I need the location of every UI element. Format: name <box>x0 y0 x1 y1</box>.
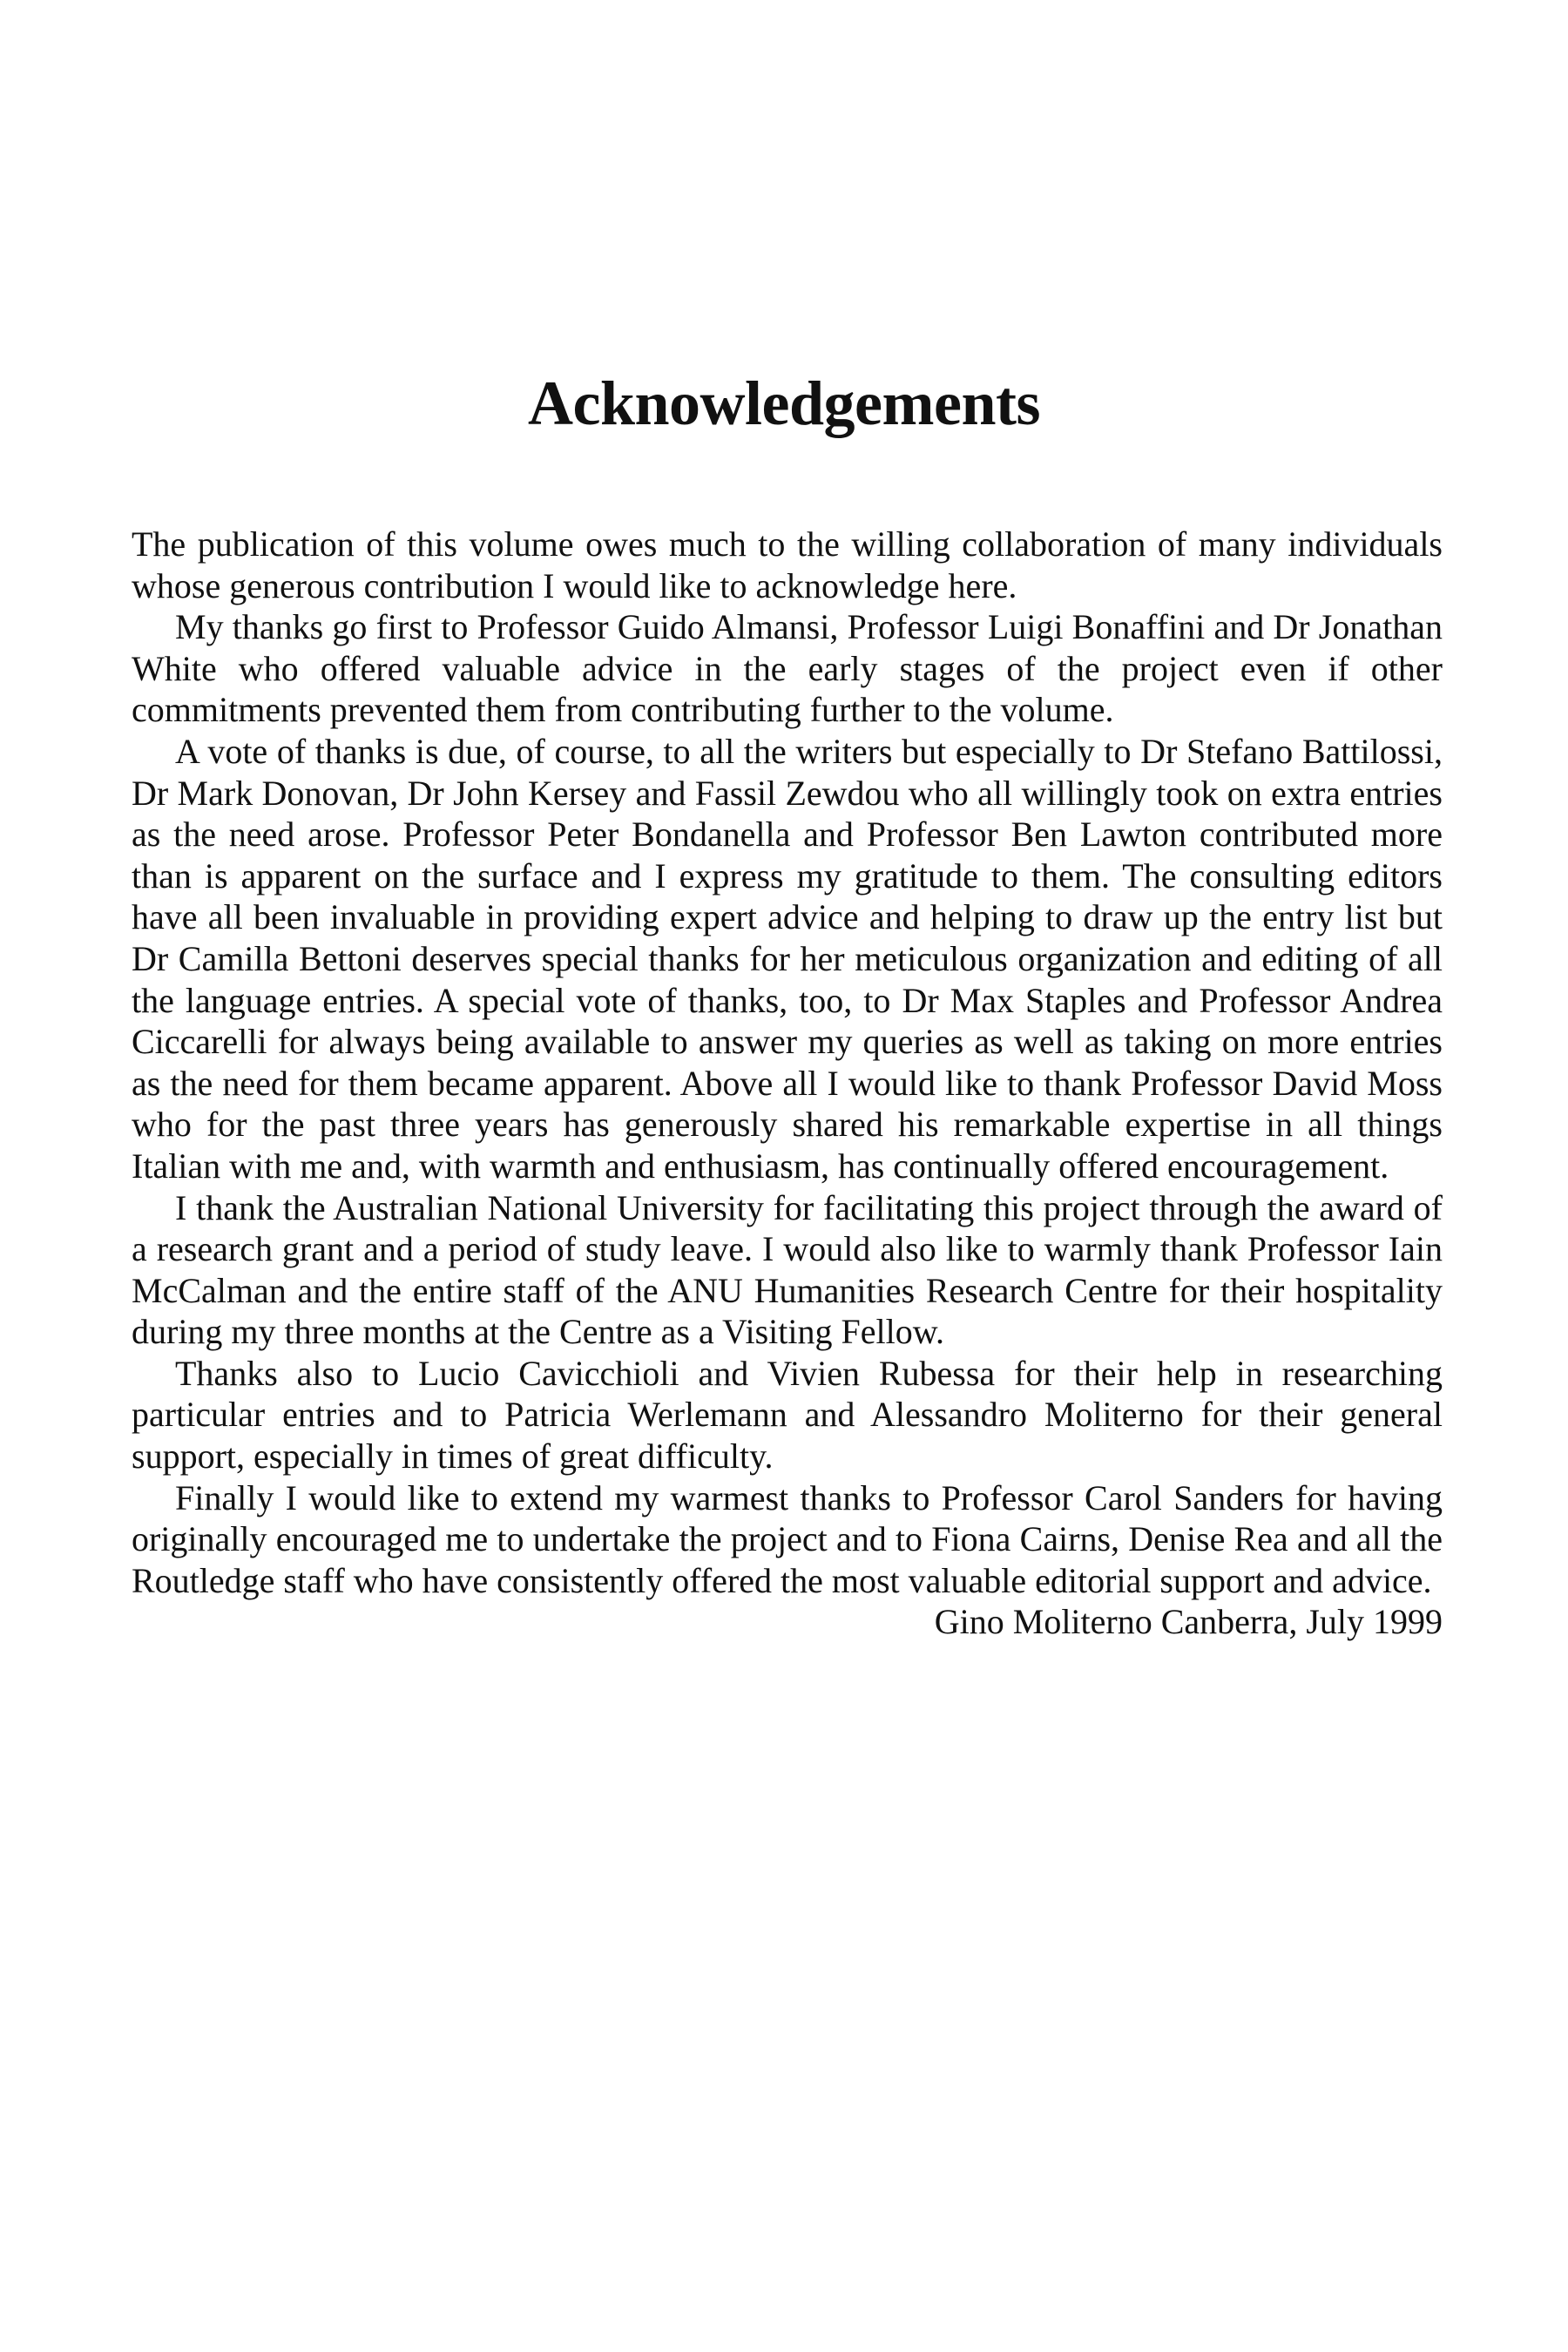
signature-line: Gino Moliterno Canberra, July 1999 <box>934 1602 1443 1642</box>
paragraph-3: A vote of thanks is due, of course, to all the writers but especially to Dr Stefano Battilossi, Dr Mark Donovan, Dr John Kersey and Fassil Zewdou who all willingly took on extra entries as the need arose. Professor Peter Bondanella and Professor Ben Lawton contributed more than is apparent on the surface and I express my gratitude to them. The consulting editors have all been invaluable in providing expert advice and helping to draw up the entry list but Dr Camilla Bettoni deserves special thanks for her meticulous organization and editing of all the language entries. A special vote of thanks, too, to Dr Max Staples and Professor Andrea Ciccarelli for always being available to answer my queries as well as taking on more entries as the need for them became apparent. Above all I would like to thank Professor David Moss who for the past three years has generously shared his remarkable expertise in all things Italian with me and, with warmth and enthusiasm, has continually offered encouragement. <box>132 731 1443 1186</box>
paragraph-6: Finally I would like to extend my warmest thanks to Professor Carol Sanders for having originally encouraged me to undertake the project and to Fiona Cairns, Denise Rea and all the Routledge staff who have consistently offered the most valuable editorial support and advice. <box>132 1477 1443 1600</box>
paragraph-5: Thanks also to Lucio Cavicchioli and Vivien Rubessa for their help in researching particular entries and to Patricia Werlemann and Alessandro Moliterno for their general support, especially in times of great difficulty. <box>132 1353 1443 1477</box>
page-title: Acknowledgements <box>528 368 1040 438</box>
paragraph-1: The publication of this volume owes much to the willing collaboration of many individuals whose generous contribution I would like to acknowledge here. <box>132 524 1443 605</box>
acknowledgements-body <box>132 524 1443 1643</box>
paragraph-4: I thank the Australian National University for facilitating this project through the award of a research grant and a period of study leave. I would also like to warmly thank Professor Iain McCalman and the entire staff of the ANU Humanities Research Centre for their hospitality during my three months at the Centre as a Visiting Fellow. <box>132 1187 1443 1352</box>
paragraph-2: My thanks go first to Professor Guido Almansi, Professor Luigi Bonaffini and Dr Jonathan White who offered valuable advice in the early stages of the project even if other commitments prevented them from contributing further to the volume. <box>132 607 1443 730</box>
